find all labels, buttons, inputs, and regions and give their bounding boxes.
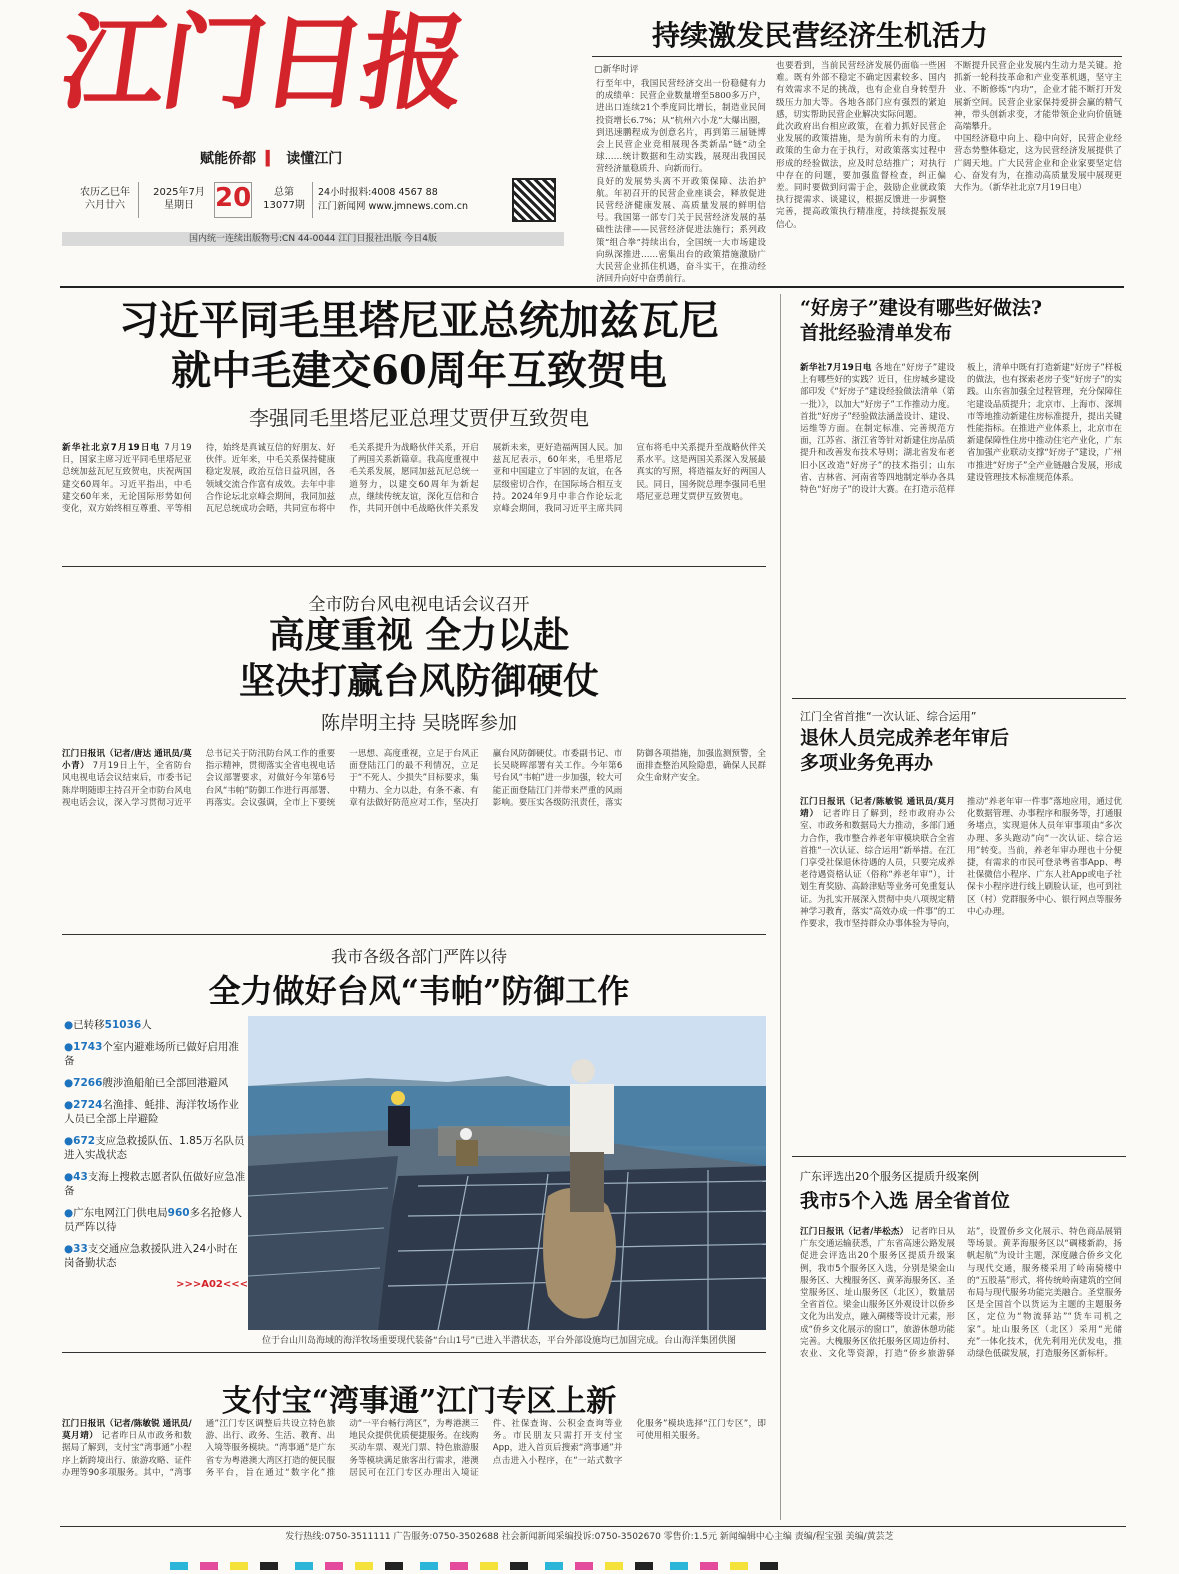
commentary-paragraph: 也要看到，当前民营经济发展仍面临一些困难。既有外部不稳定不确定因素较多、国内有效需求不足的挑战，也有企业自身转型升级压力加大等。各地各部门应有强烈的紧迫感，切实帮助民营企业解决实际问题。 xyxy=(776,61,946,120)
commentary-col-3 xyxy=(954,60,1122,278)
lead-headline-line-1: 习近平同毛里塔尼亚总统加兹瓦尼 xyxy=(119,297,719,344)
footer-info: 发行热线:0750-3511111 广告服务:0750-3502688 社会新闻新闻采编投诉:0750-3502670 零售价:1.5元 新闻编辑中心主编 责编/程宝强 美编/黄芸芝 xyxy=(285,1532,894,1542)
lead-headline-line-2: 就中毛建交60周年互致贺电 xyxy=(171,347,667,394)
commentary-tag-label: 新华时评 xyxy=(602,65,639,75)
weipa-facts-box xyxy=(64,1018,248,1292)
weekday: 星期日 xyxy=(164,200,194,211)
fact-item: ●672支应急救援队伍、1.85万名队员进入实战状态 xyxy=(64,1135,245,1161)
lead-dateline: 新华社北京7月19日电 xyxy=(62,443,161,453)
slogan-separator: ▍ xyxy=(260,151,282,167)
lead-body xyxy=(62,442,766,554)
pension-kicker: 江门全省首推“一次认证、综合运用” xyxy=(800,710,977,723)
commentary-headline: 持续激发民营经济生机活力 xyxy=(652,19,989,52)
lead-subhead: 李强同毛里塔尼亚总理艾贾伊互致贺电 xyxy=(249,406,589,430)
year-month: 2025年7月 xyxy=(153,187,205,198)
commentary-paragraph: 此次政府出台相应政策，在着力抓好民营企业发展的政策措施，是为前所未有的力度。政策的生命力在于执行，对政策落实过程中形成的经验做法，应及时总结推广；对执行中存在的问题，要加强监督检查，纠正偏差。同时要做到问需于企，鼓励企业就政策执行提需求、谈建议，根据反馈进一步调整完善，提高政策执行精准度，持续提振发展信心。 xyxy=(776,122,946,230)
commentary-paragraph: 不断提升民营企业发展内生动力是关键。抢抓新一轮科技革命和产业变革机遇，坚守主业、不断修炼“内功”，企业才能不断打开发展新空间。民营企业家保持爱拼会赢的精气神，带头创新求变，才能带领企业向价值链高端攀升。 xyxy=(954,61,1122,133)
pension-headline-line-2: 多项业务免再办 xyxy=(800,752,934,774)
newspaper-logo: 江门日报 xyxy=(53,1,471,124)
houses-headline xyxy=(800,296,1130,346)
lead-body-text: 7月19日，国家主席习近平同毛里塔尼亚总统加兹瓦尼互致贺电，庆祝两国建交60周年。习近平指出，中毛建交60年来，无论国际形势如何变化，双方始终相互尊重、平等相待，始终是真诚互信的好朋友、好伙伴。近年来，中毛关系保持健康稳定发展，政治互信日益巩固，各领域交流合作富有成效。去年中非合作论坛北京峰会期间，我同加兹瓦尼总统成功会晤，共同宣布将中毛关系提升为战略伙伴关系，开启了两国关系新篇章。我高度重视中毛关系发展，愿同加兹瓦尼总统一道努力，以建交60周年为新起点，继续传统友谊，深化互信和合作，共同开创中毛战略伙伴关系发展新未来，更好造福两国人民。加兹瓦尼表示，60年来，毛里塔尼亚和中国建立了牢固的友谊，在各层级密切合作，在国际场合相互支持。2024年9月中非合作论坛北京峰会期间，我同习近平主席共同宣布将毛中关系提升至战略伙伴关系水平。这是两国关系深入发展最真实的写照，将造福友好的两国人民。同日，国务院总理李强同毛里塔尼亚总理艾贾伊互致贺电。 xyxy=(62,443,766,515)
typhoon-headline-line-1: 高度重视 全力以赴 xyxy=(268,614,570,656)
contact-info xyxy=(318,186,498,214)
alipay-headline: 支付宝“湾事通”江门专区上新 xyxy=(221,1384,617,1419)
masthead-infobar xyxy=(66,180,566,228)
website[interactable]: 江门新闻网 www.jmnews.com.cn xyxy=(318,201,469,212)
service-body xyxy=(800,1226,1122,1522)
masthead-slogan xyxy=(200,148,342,168)
alipay-body xyxy=(62,1418,766,1522)
fact-item: ●7266艘涉渔船舶已全部回港避风 xyxy=(64,1077,229,1089)
weipa-kicker: 我市各级各部门严阵以待 xyxy=(330,947,507,966)
houses-body-text: 各地在“好房子”建设上有哪些好的实践？近日，住房城乡建设部印发《“好房子”建设经验做法清单（第一批）》，以加大“好房子”工作推动力度。首批“好房子”经验做法涵盖设计、建设、运维等方面。在制定标准、完善规范方面，江苏省、浙江省等针对新建住房品质提升和改善发布技术导则；湖北省发布老旧小区改造“好房子”的技术指引；山东省、吉林省、河南省等四地制定举办各具特色“好房子”的设计大赛。在打造示范样板上，清单中既有打造新建“好房子”样板的做法，也有探索老房子变“好房子”的实践。山东省加强全过程管理，充分保障住宅建设品质提升；北京市、上海市、深圳市等地推动新建住房标准提升，提出关键性能指标。在推进产业体系上，北京市在新建保障性住房中推动住宅产业化，广东省加强产业联动支撑“好房子”建设，广州市推进“好房子”全产业链融合发展，形成建设管理技术标准规范体系。 xyxy=(800,363,1122,496)
houses-headline-line-1: “好房子”建设有哪些好做法? xyxy=(800,297,1042,319)
houses-dateline: 新华社7月19日电 xyxy=(800,363,872,373)
pension-body-text: 记者昨日了解到，经市政府办公室、市政务和数据局大力推动，多部门通力合作，我市整合养老年审模块联合全省首推“一次认证、综合运用”新举措。在江门享受社保退休待遇的人员，只要完成养老待遇资格认证（俗称“养老年审”），计划生育奖励、高龄津贴等业务可免重复认证。为扎实开展深入贯彻中央八项规定精神学习教育，落实“高效办成一件事”的工作要求，我市坚持群众办事体验为导向，推动“养老年审一件事”落地应用，通过优化数据管理、办事程序和服务等，打通服务堵点，实现退休人员年审事项由“多次办理、多头跑动”向“一次认证、综合运用”转变。当前，养老年审办理也十分便捷，有需求的市民可登录粤省事App、粤社保微信小程序、广东人社App或电子社保卡小程序进行线上刷脸认证，也可到社区（村）党群服务中心、银行网点等服务中心办理。 xyxy=(800,797,1122,930)
news-hotline: 24小时报料:4008 4567 88 xyxy=(318,187,438,198)
typhoon-subhead: 陈岸明主持 吴晓晖参加 xyxy=(320,712,518,734)
page-jump-link[interactable]: >>>A02<<< xyxy=(176,1279,248,1290)
commentary-col-2 xyxy=(776,60,946,278)
fact-item: ●33支交通应急救援队进入24小时在岗备勤状态 xyxy=(64,1243,238,1269)
lunar-year: 农历乙巳年 xyxy=(80,187,130,198)
lunar-day: 六月廿六 xyxy=(85,200,125,211)
fact-item: ●2724名渔排、蚝排、海洋牧场作业人员已全部上岸避险 xyxy=(64,1099,239,1125)
lead-headline xyxy=(72,296,766,396)
slogan-part-b: 读懂江门 xyxy=(286,151,343,167)
day-box xyxy=(214,182,252,218)
photo-caption: 位于台山川岛海域的海洋牧场重要现代装备“台山1号”已进入半潜状态，平台外部设施均已加固完成。台山海洋集团供图 xyxy=(262,1336,737,1346)
typhoon-headline-line-2: 坚决打赢台风防御硬仗 xyxy=(238,660,599,702)
typhoon-body-text: 7月19日上午，全省防台风电视电话会议结束后，市委书记陈岸明随即主持召开全市防台风电视电话会议，深入学习贯彻习近平总书记关于防汛防台风工作的重要指示精神，贯彻落实全省电视电话会议部署要求，对做好今年第6号台风“韦帕”防御工作进行再部署、再落实。会议强调，全市上下要统一思想、高度重视，立足于台风正面登陆江门的最不利情况，立足于“不死人、少损失”目标要求，集中精力、全力以赴，有条不紊、有章有法做好防范应对工作，坚决打赢台风防御硬仗。市委副书记、市长吴晓晖部署有关工作。今年第6号台风“韦帕”进一步加强，较大可能正面登陆江门并带来严重的风雨影响。要压实各级防汛责任，落实防御各项措施，加强监测预警，全面排查整治风险隐患，确保人民群众生命财产安全。 xyxy=(62,749,766,808)
typhoon-photo xyxy=(248,1016,766,1330)
gregorian-date xyxy=(144,186,214,212)
commentary-col-1 xyxy=(596,78,766,285)
typhoon-kicker: 全市防台风电视电话会议召开 xyxy=(308,595,530,615)
typhoon-headline xyxy=(72,612,766,704)
commentary-paragraph: 良好的发展势头离不开政策保障、法治护航。年初召开的民营企业座谈会，释放促进民营经济健康发展、高质量发展的鲜明信号。我国第一部专门关于民营经济发展的基础性法律——民营经济促进法施行；系列政策“组合拳”持续出台，全国统一大市场建设向纵深推进……密集出台的政策措施激励广大民营企业抓住机遇，奋斗实干，在推动经济回升向好中奋勇前行。 xyxy=(596,176,766,285)
pension-headline xyxy=(800,726,1130,776)
alipay-dateline: 江门日报讯（记者/陈敏锐 通讯员/莫月靖） xyxy=(62,1419,192,1442)
typhoon-dateline: 江门日报讯（记者/唐达 通讯员/莫小青） xyxy=(62,749,192,772)
slogan-part-a: 赋能侨都 xyxy=(200,151,256,167)
houses-body xyxy=(800,362,1122,692)
service-kicker: 广东评选出20个服务区提质升级案例 xyxy=(800,1170,979,1183)
publication-number-bar: 国内统一连续出版物号:CN 44-0044 江门日报社出版 今日4版 xyxy=(62,232,564,246)
pension-body xyxy=(800,796,1122,1144)
typhoon-body xyxy=(62,748,766,928)
commentary-paragraph: 行至年中，我国民营经济交出一份稳健有力的成绩单：民营企业数量增至5800多万户，进出口连续21个季度同比增长，制造业民间投资增长6.7%；从“杭州六小龙”大爆出圈，到迅速鹏程成为创意名片，再到第三届链博会上民营企业竞相展现各类新品“链”动全球……统计数据和生动实践，展现出我国民营经济量稳质升、向新而行。 xyxy=(596,79,766,175)
service-headline: 我市5个入选 居全省首位 xyxy=(800,1190,1010,1212)
issue-number xyxy=(258,186,310,212)
commentary-tag: ▢新华时评 xyxy=(594,65,639,75)
fact-item: ●43支海上搜救志愿者队伍做好应急准备 xyxy=(64,1171,246,1197)
houses-headline-line-2: 首批经验清单发布 xyxy=(800,322,953,344)
service-dateline: 江门日报讯（记者/毕松杰） xyxy=(800,1227,909,1237)
lunar-date xyxy=(76,186,134,212)
fact-item: ●广东电网江门供电局960多名抢修人员严阵以待 xyxy=(64,1207,243,1233)
service-body-text: 记者昨日从广东交通运输获悉，广东省高速公路发展促进会评选出20个服务区提质升级案例，我市5个服务区入选，分别是梁金山服务区、大槐服务区、黄茅海服务区、圣堂服务区、址山服务区（北区），数量居全省首位。梁金山服务区外观设计以侨乡文化为出发点，融入碉楼等设计元素，形成“侨乡文化展示的窗口”，旅游休憩功能完善。大槐服务区依托服务区周边侨村、农业、文化等资源，打造“侨乡旅游驿站”，设置侨乡文化展示、特色商品展销等场景。黄茅海服务区以“碉楼新韵，扬帆起航”为设计主题，深度融合侨乡文化与现代交通，服务楼采用了岭南骑楼中的“五股基”形式，将传统岭南建筑的空间布局与现代服务功能完美融合。圣堂服务区是全国首个以货运为主题的主题服务区，定位为“物流驿站”“货车司机之家”。址山服务区（北区）采用“光储充”一体化技术，优先利用光伏发电，推动绿色低碳发展，打造服务区新标杆。 xyxy=(800,1227,1122,1360)
ocean-platform-image xyxy=(248,1016,766,1330)
pension-dateline: 江门日报讯（记者/陈敏锐 通讯员/莫月靖） xyxy=(800,797,955,820)
alipay-body-text: 记者昨日从市政务和数据局了解到，支付宝“湾事通”小程序上新跨境出行、旅游攻略、证件办理等90多项服务。其中，“湾事通”江门专区调整后共设立特色旅游、出行、政务、生活、教育、出入境等服务模块。“湾事通”是广东省专为粤港澳大湾区打造的便民服务平台，旨在通过“数字化”推动“一平台畅行湾区”，为粤港澳三地民众提供优质便捷服务。在线购买动车票、观光门票、特色旅游服务等模块满足旅客出行需求，港澳居民可在江门专区办理出入境证件、社保查询、公积金查询等业务。市民朋友只需打开支付宝App，进入首页后搜索“湾事通”并点击进入小程序，在“一站式数字化服务”模块选择“江门专区”，即可使用相关服务。 xyxy=(62,1419,766,1478)
fact-item: ●1743个室内避难场所已做好启用准备 xyxy=(64,1041,239,1067)
weipa-headline: 全力做好台风“韦帕”防御工作 xyxy=(208,972,630,1010)
issue-value: 13077期 xyxy=(263,200,305,211)
commentary-paragraph: 中国经济稳中向上、稳中向好，民营企业经营态势整体稳定，这为民营经济发展提供了广阔天地。广大民营企业和企业家要坚定信心、奋发有为，在推动高质量发展中展现更大作为。（新华社北京7月19日电） xyxy=(954,134,1122,194)
print-registration-marks xyxy=(170,1555,1010,1563)
pension-headline-line-1: 退休人员完成养老年审后 xyxy=(800,727,1010,749)
fact-item: ●已转移51036人 xyxy=(64,1019,152,1031)
day-number: 20 xyxy=(215,183,252,213)
issue-label: 总第 xyxy=(274,187,294,198)
qr-code-icon xyxy=(512,178,556,222)
